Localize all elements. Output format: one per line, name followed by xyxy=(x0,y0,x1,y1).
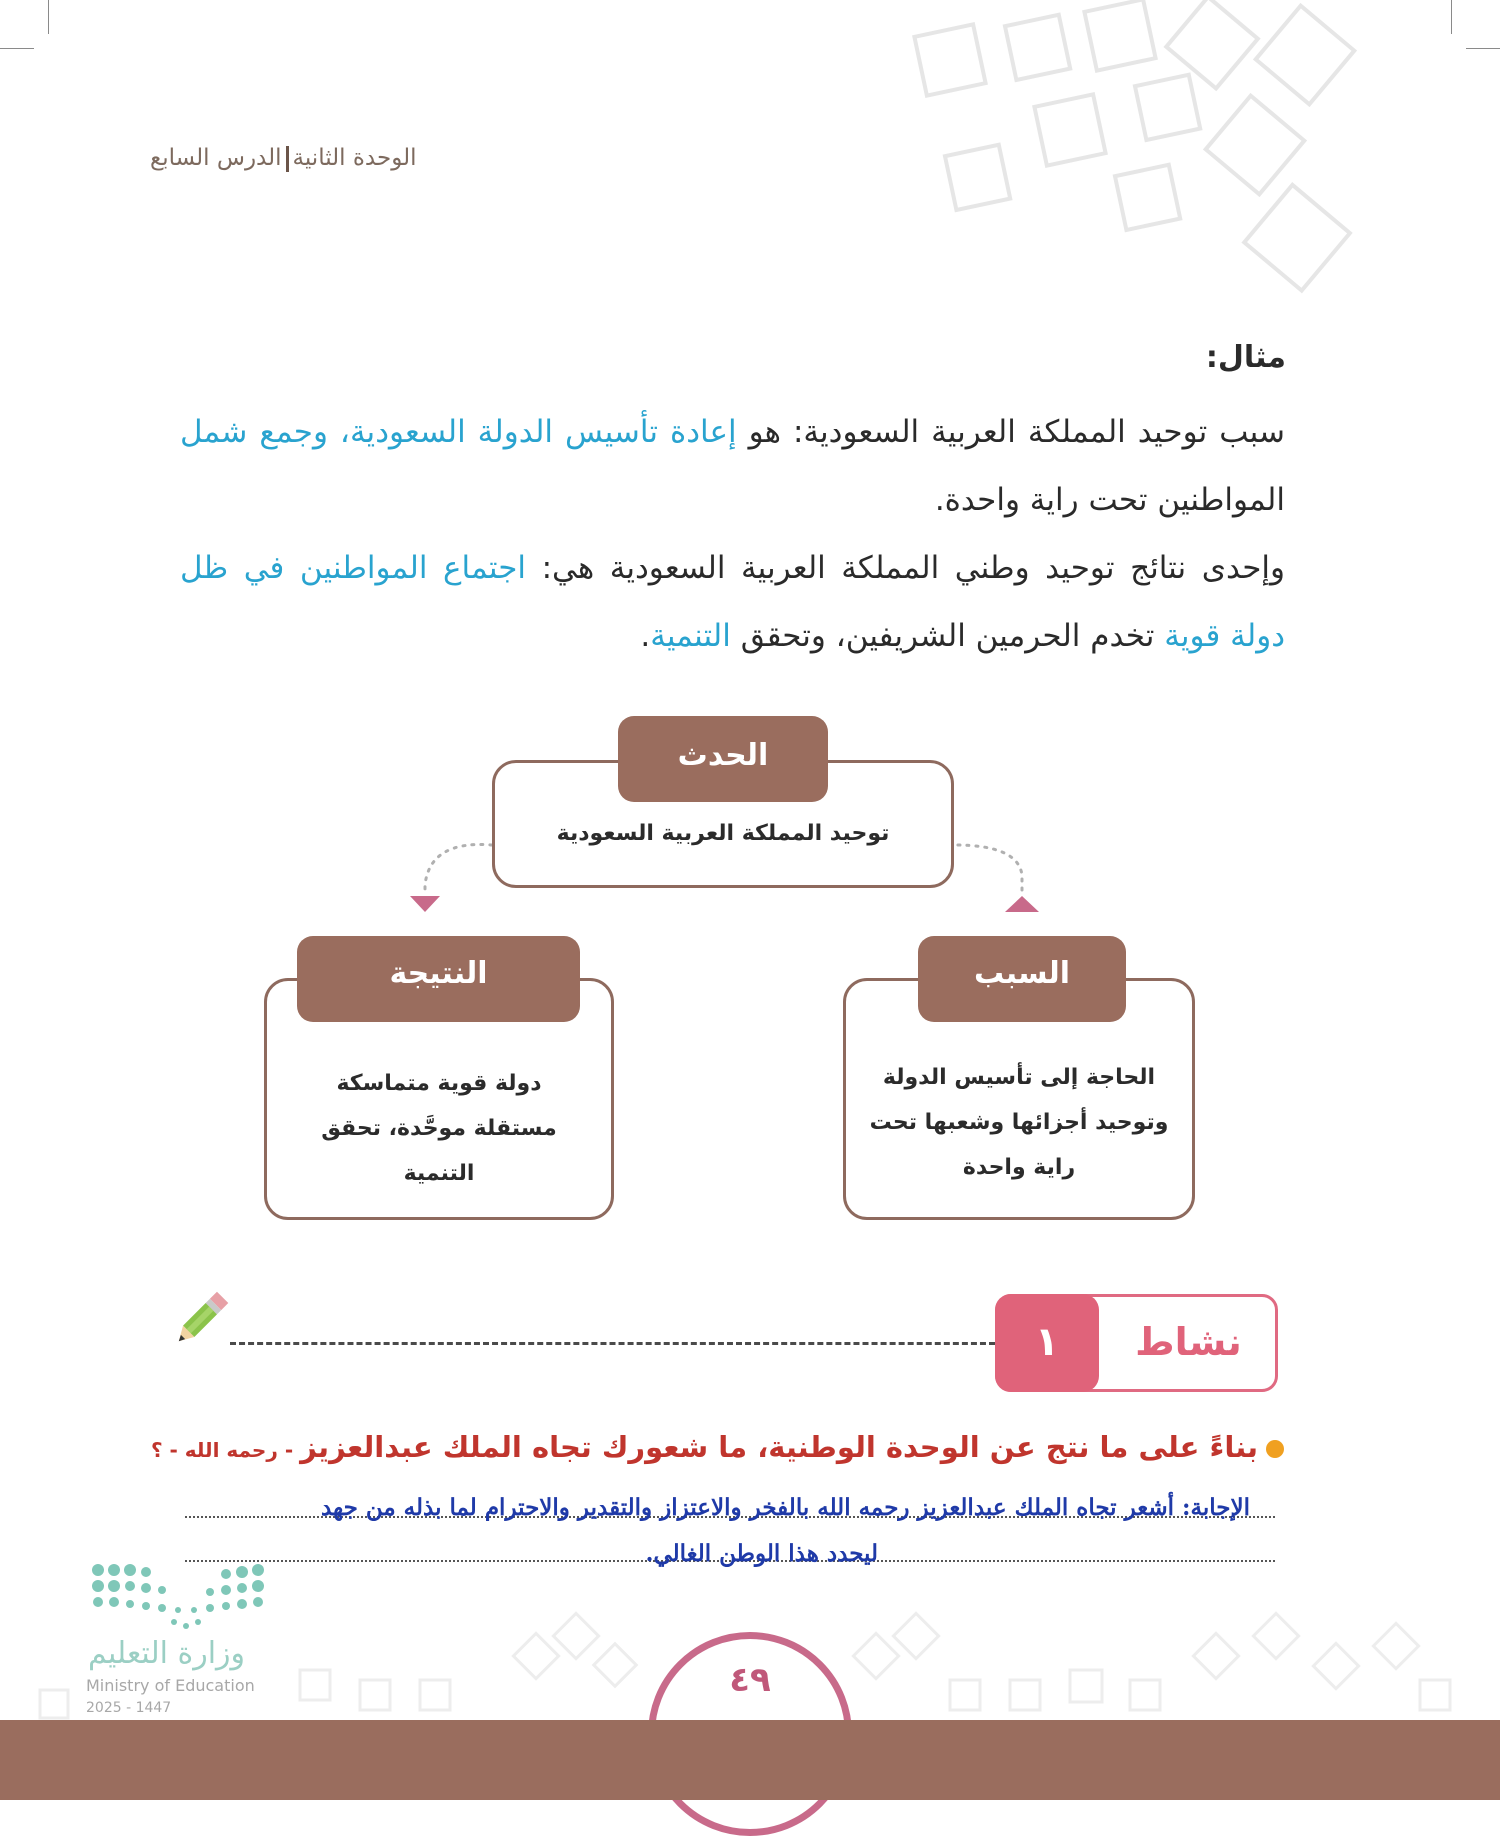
cause-title: السبب xyxy=(973,956,1071,991)
ministry-name-english: Ministry of Education xyxy=(86,1676,255,1695)
cause-line: الحاجة إلى تأسيس الدولة xyxy=(882,1065,1156,1090)
footer-band xyxy=(0,1720,1500,1800)
cause-line: وتوحيد أجزائها وشعبها تحت xyxy=(869,1110,1169,1135)
connector-event-to-result xyxy=(425,845,492,891)
text-run: تخدم الحرمين الشريفين، وتحقق xyxy=(730,618,1165,654)
event-title: الحدث xyxy=(677,738,769,773)
result-line: التنمية xyxy=(403,1161,475,1186)
crop-mark xyxy=(1451,0,1452,34)
event-text: توحيد المملكة العربية السعودية xyxy=(556,821,890,846)
result-line: دولة قوية متماسكة xyxy=(336,1071,542,1096)
answer-text-line-2: ليحدد هذا الوطن الغالي. xyxy=(645,1540,878,1567)
example-body xyxy=(180,398,1285,670)
pencil-icon xyxy=(170,1290,230,1350)
example-paragraph-result xyxy=(180,534,1285,670)
example-label: مثال: xyxy=(1205,340,1286,375)
text-run: وإحدى نتائج توحيد وطني المملكة العربية السعودية هي: xyxy=(526,550,1285,586)
result-line: مستقلة موحَّدة، تحقق xyxy=(321,1116,557,1141)
arrow-down-result-icon xyxy=(410,896,440,912)
bullet-icon xyxy=(1266,1440,1284,1458)
highlighted-text: التنمية xyxy=(650,618,731,654)
lesson-title: الدرس السابع xyxy=(150,145,282,171)
header-separator xyxy=(286,146,289,172)
question-text: بناءً على ما نتج عن الوحدة الوطنية، ما شعورك تجاه الملك عبدالعزيز xyxy=(300,1430,1258,1464)
activity-question xyxy=(150,1430,1284,1464)
highlighted-text: إعادة تأسيس الدولة السعودية، وجمع شمل xyxy=(180,414,737,450)
crop-mark xyxy=(1466,48,1500,49)
arrow-up-cause-icon xyxy=(1005,896,1039,912)
result-title-tab xyxy=(297,936,580,1022)
activity-number: ١ xyxy=(995,1294,1099,1392)
crop-mark xyxy=(48,0,49,34)
page-number: ٤٩ xyxy=(729,1660,771,1700)
cause-line: راية واحدة xyxy=(962,1155,1076,1180)
result-title: النتيجة xyxy=(389,956,488,991)
ministry-year: 2025 - 1447 xyxy=(86,1700,172,1716)
running-header xyxy=(150,145,510,172)
unit-title: الوحدة الثانية xyxy=(292,145,417,171)
example-paragraph-cause xyxy=(180,398,1285,534)
cause-title-tab xyxy=(918,936,1126,1022)
ministry-logo xyxy=(88,1560,278,1640)
text-run: . xyxy=(640,618,651,654)
answer-text-line-1: الإجابة: أشعر تجاه الملك عبدالعزيز رحمه الله بالفخر والاعتزاز والتقدير والاحترام لما بذله من جهد xyxy=(320,1494,1250,1521)
text-run: سبب توحيد المملكة العربية السعودية: هو xyxy=(736,414,1285,450)
connector-cause-to-event xyxy=(955,845,1022,890)
crop-mark xyxy=(0,48,34,49)
question-suffix: - رحمه الله - ؟ xyxy=(150,1438,301,1462)
highlighted-text: اجتماع المواطنين في ظل دولة قوية xyxy=(180,550,1285,654)
text-run: المواطنين تحت راية واحدة. xyxy=(934,482,1285,518)
activity-dashed-line xyxy=(230,1342,995,1345)
event-title-tab xyxy=(618,716,828,802)
ministry-name-arabic: وزارة التعليم xyxy=(88,1636,246,1671)
activity-label: نشاط xyxy=(1135,1320,1242,1364)
